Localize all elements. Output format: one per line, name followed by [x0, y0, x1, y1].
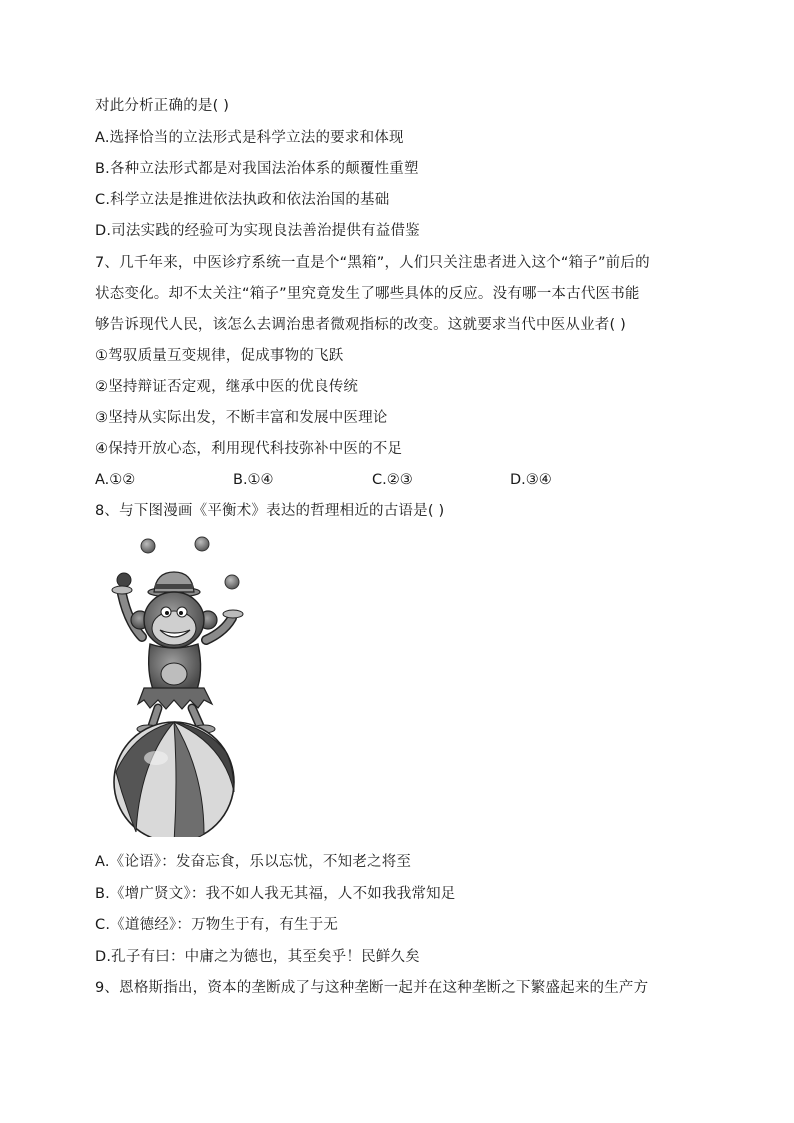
- q7-choice-d: D.③④: [510, 472, 552, 488]
- q8-stem: 8、与下图漫画《平衡术》表达的哲理相近的古语是( ): [95, 503, 445, 519]
- q7-stem-line-2: 状态变化。却不太关注“箱子”里究竟发生了哪些具体的反应。没有哪一本古代医书能: [95, 286, 640, 302]
- q7-statement-2: ②坚持辩证否定观，继承中医的优良传统: [95, 379, 359, 395]
- q7-choice-c: C.②③: [372, 472, 413, 488]
- q6-option-a: A.选择恰当的立法形式是科学立法的要求和体现: [95, 130, 404, 146]
- juggling-ball: [195, 537, 209, 551]
- q7-statement-4: ④保持开放心态，利用现代科技弥补中医的不足: [95, 441, 403, 457]
- q7-choice-b: B.①④: [233, 472, 274, 488]
- q8-option-c: C.《道德经》：万物生于有，有生于无: [95, 917, 339, 933]
- q6-option-c: C.科学立法是推进依法执政和依法治国的基础: [95, 192, 390, 208]
- q6-option-d: D.司法实践的经验可为实现良法善治提供有益借鉴: [95, 223, 420, 239]
- q6-option-b: B.各种立法形式都是对我国法治体系的颠覆性重塑: [95, 161, 419, 177]
- q7-statement-3: ③坚持从实际出发，不断丰富和发展中医理论: [95, 410, 388, 426]
- q7-stem-line-1: 7、几千年来，中医诊疗系统一直是个“黑箱”，人们只关注患者进入这个“箱子”前后的: [95, 255, 650, 271]
- juggling-ball: [225, 575, 239, 589]
- q8-option-d: D.孔子有曰：中庸之为德也，其至矣乎！民鲜久矣: [95, 949, 420, 965]
- juggling-ball: [141, 539, 155, 553]
- q8-option-b: B.《增广贤文》：我不如人我无其福，人不如我我常知足: [95, 886, 456, 902]
- q9-stem-start: 9、恩格斯指出，资本的垄断成了与这种垄断一起并在这种垄断之下繁盛起来的生产方: [95, 980, 649, 996]
- q7-choice-a: A.①②: [95, 472, 136, 488]
- q7-statement-1: ①驾驭质量互变规律，促成事物的飞跃: [95, 348, 344, 364]
- juggling-monkey-illustration: [100, 532, 250, 837]
- q8-option-a: A.《论语》：发奋忘食，乐以忘忧，不知老之将至: [95, 854, 412, 870]
- q7-stem-line-3: 够告诉现代人民，该怎么去调治患者微观指标的改变。这就要求当代中医从业者( ): [95, 317, 627, 333]
- juggling-ball: [117, 573, 131, 587]
- q6-stem-end: 对此分析正确的是( ): [95, 98, 230, 114]
